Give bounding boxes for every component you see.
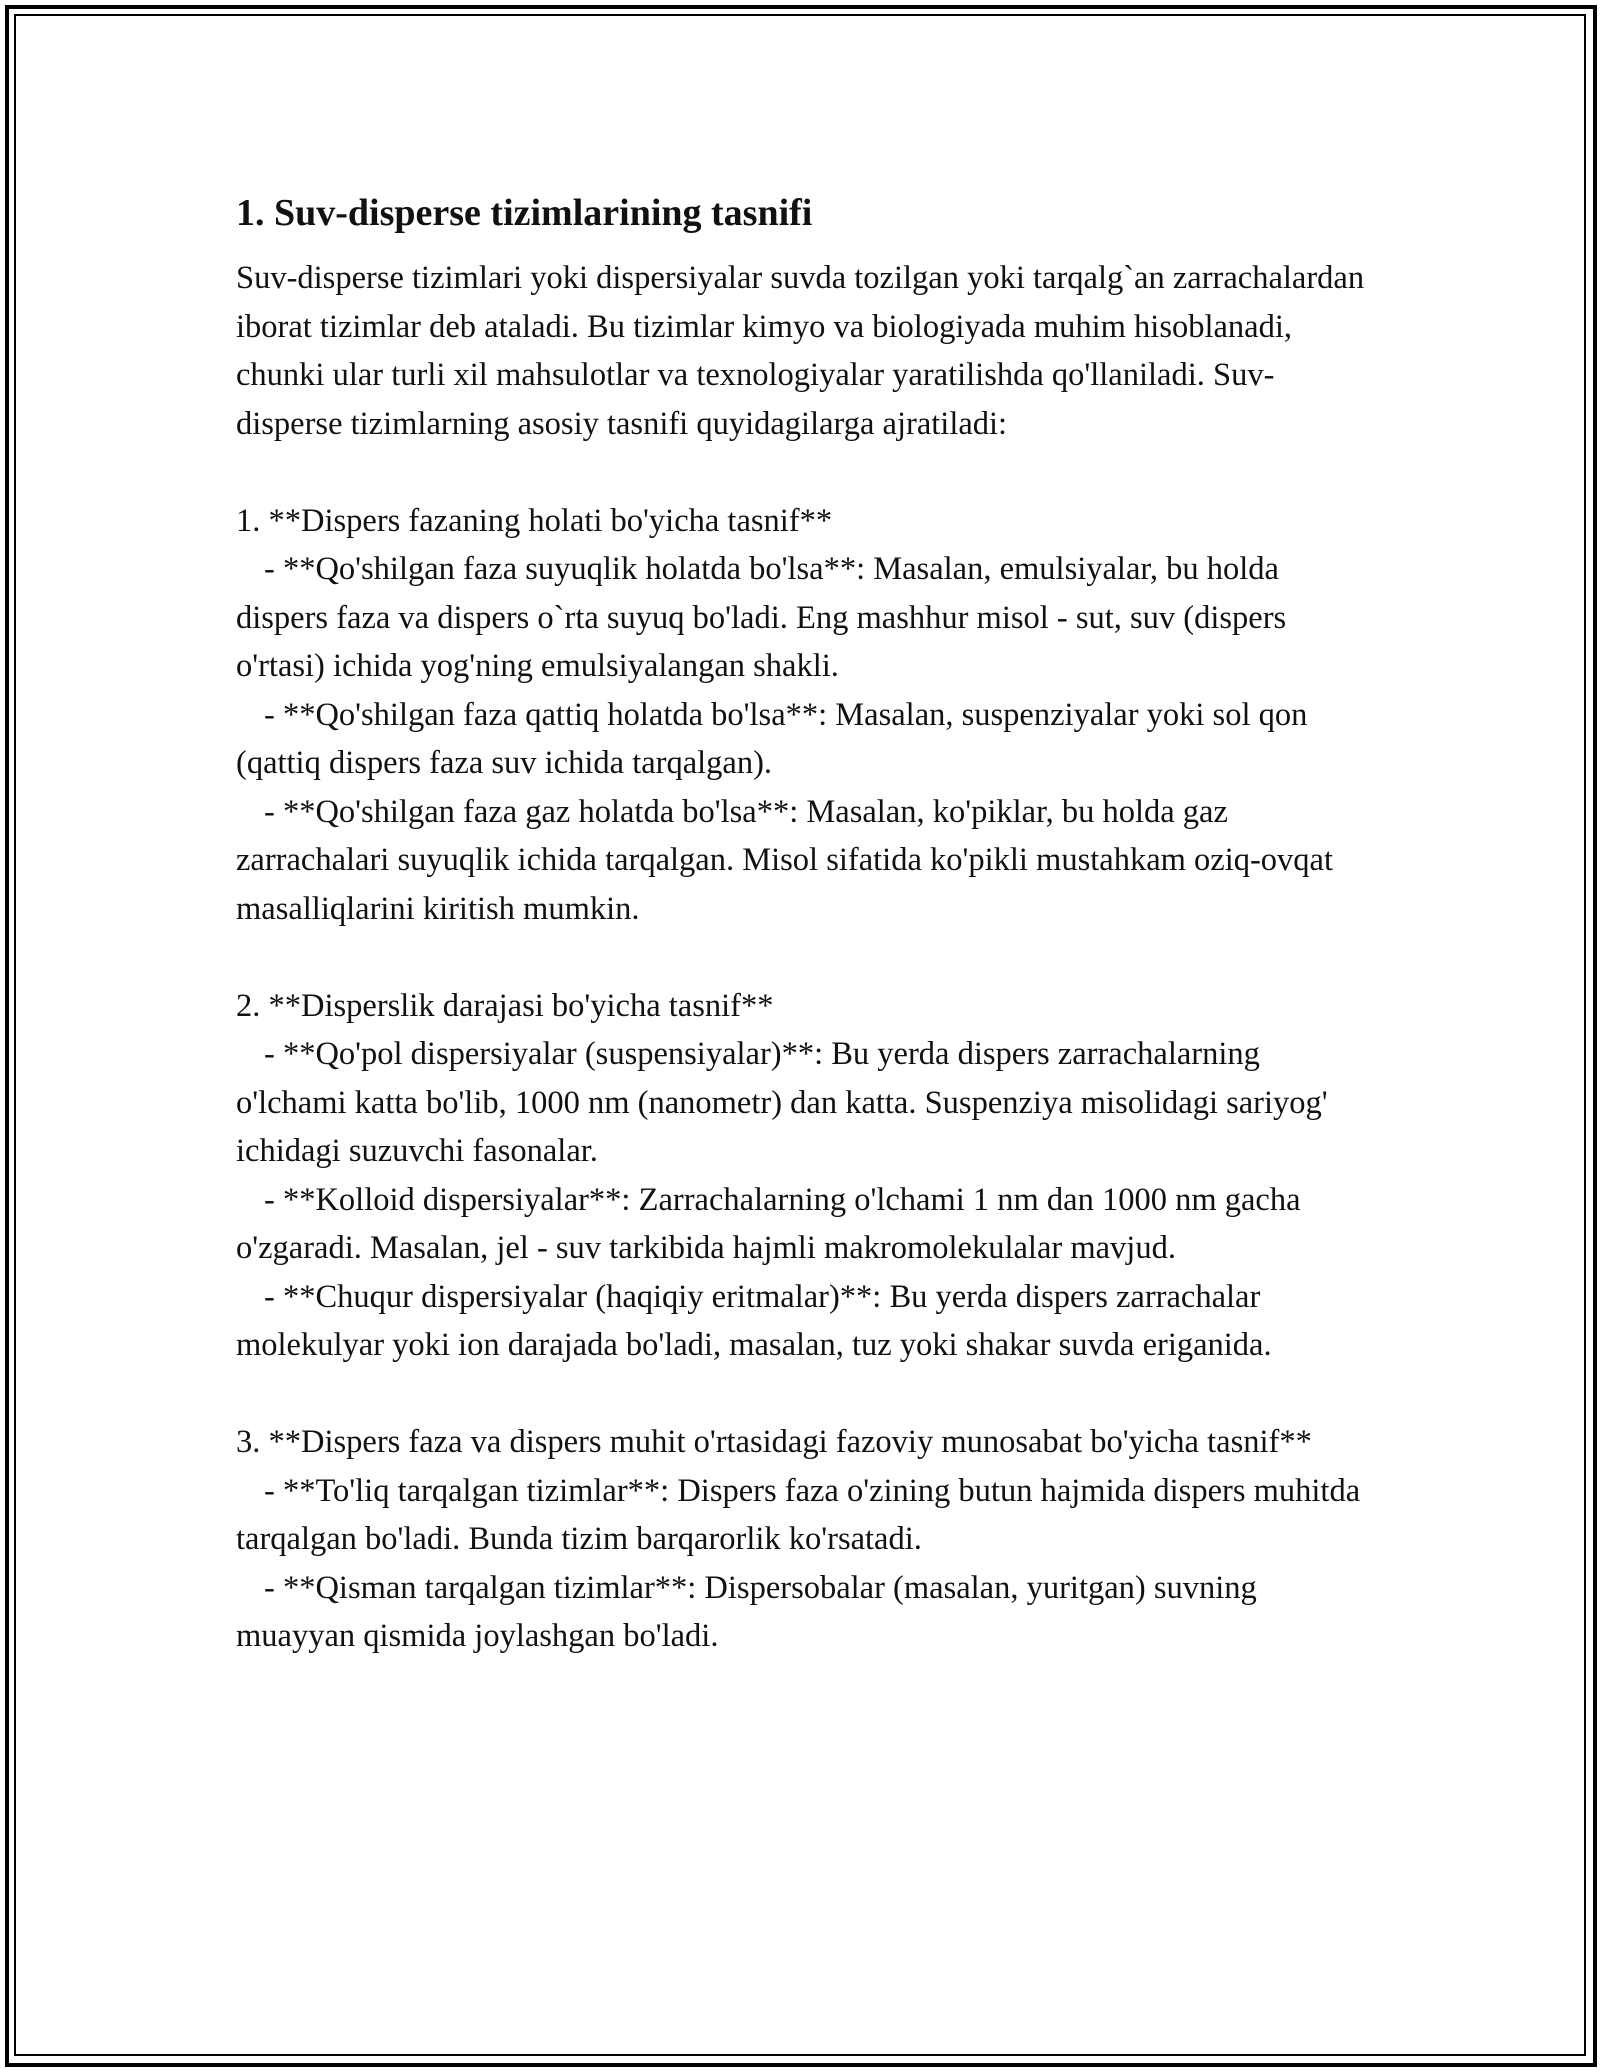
list-item: - **Qisman tarqalgan tizimlar**: Dispersobalar (masalan, yuritgan) suvning muayyan qismida joylashgan bo'ladi. — [236, 1569, 1257, 1654]
section-1 — [236, 497, 1366, 934]
list-item: - **Qo'shilgan faza gaz holatda bo'lsa**: Masalan, ko'piklar, bu holda gaz zarrachalari suyuqlik ichida tarqalgan. Misol sifatida ko'pikli mustahkam oziq-ovqat masalliqlarini kiritish mumkin. — [236, 793, 1334, 927]
list-item: - **Qo'shilgan faza qattiq holatda bo'lsa**: Masalan, suspenziyalar yoki sol qon (qattiq dispers faza suv ichida tarqalgan). — [236, 696, 1308, 781]
section-heading: 2. **Disperslik darajasi bo'yicha tasnif** — [236, 987, 774, 1024]
section-3 — [236, 1418, 1366, 1661]
spacer — [236, 1370, 1366, 1419]
spacer — [236, 448, 1366, 497]
spacer — [236, 933, 1366, 982]
list-item: - **Chuqur dispersiyalar (haqiqiy eritmalar)**: Bu yerda dispers zarrachalar molekulyar yoki ion darajada bo'ladi, masalan, tuz yoki shakar suvda eriganida. — [236, 1278, 1272, 1363]
document-title: 1. Suv-disperse tizimlarining tasnifi — [236, 192, 813, 234]
section-2 — [236, 982, 1366, 1370]
list-item: - **Kolloid dispersiyalar**: Zarrachalarning o'lchami 1 nm dan 1000 nm gacha o'zgaradi. Masalan, jel - suv tarkibida hajmli makromolekulalar mavjud. — [236, 1181, 1301, 1266]
list-item: - **Qo'pol dispersiyalar (suspensiyalar)**: Bu yerda dispers zarrachalarning o'lchami katta bo'lib, 1000 nm (nanometr) dan katta. Suspenziya misolidagi sariyog' ichidagi suzuvchi fasonalar. — [236, 1036, 1328, 1169]
intro-paragraph: Suv-disperse tizimlari yoki dispersiyalar suvda tozilgan yoki tarqalg`an zarrachalardan iborat tizimlar deb ataladi. Bu tizimlar kimyo va biologiyada muhim hisoblanadi, chunki ular turli xil mahsulotlar va texnologiyalar yaratilishda qo'llaniladi. Suv-disperse tizimlarning asosiy tasnifi quyidagilarga ajratiladi: — [236, 260, 1365, 442]
section-heading: 3. **Dispers faza va dispers muhit o'rtasidagi fazoviy munosabat bo'yicha tasnif** — [236, 1424, 1312, 1460]
section-heading: 1. **Dispers fazaning holati bo'yicha tasnif** — [236, 502, 833, 539]
list-item: - **Qo'shilgan faza suyuqlik holatda bo'lsa**: Masalan, emulsiyalar, bu holda dispers faza va dispers o`rta suyuq bo'ladi. Eng mashhur misol - sut, suv (dispers o'rtasi) ichida yog'ning emulsiyalangan shakli. — [236, 551, 1287, 684]
list-item: - **To'liq tarqalgan tizimlar**: Dispers faza o'zining butun hajmida dispers muhitda tarqalgan bo'ladi. Bunda tizim barqarorlik ko'rsatadi. — [236, 1472, 1361, 1557]
document-body — [236, 186, 1366, 1661]
